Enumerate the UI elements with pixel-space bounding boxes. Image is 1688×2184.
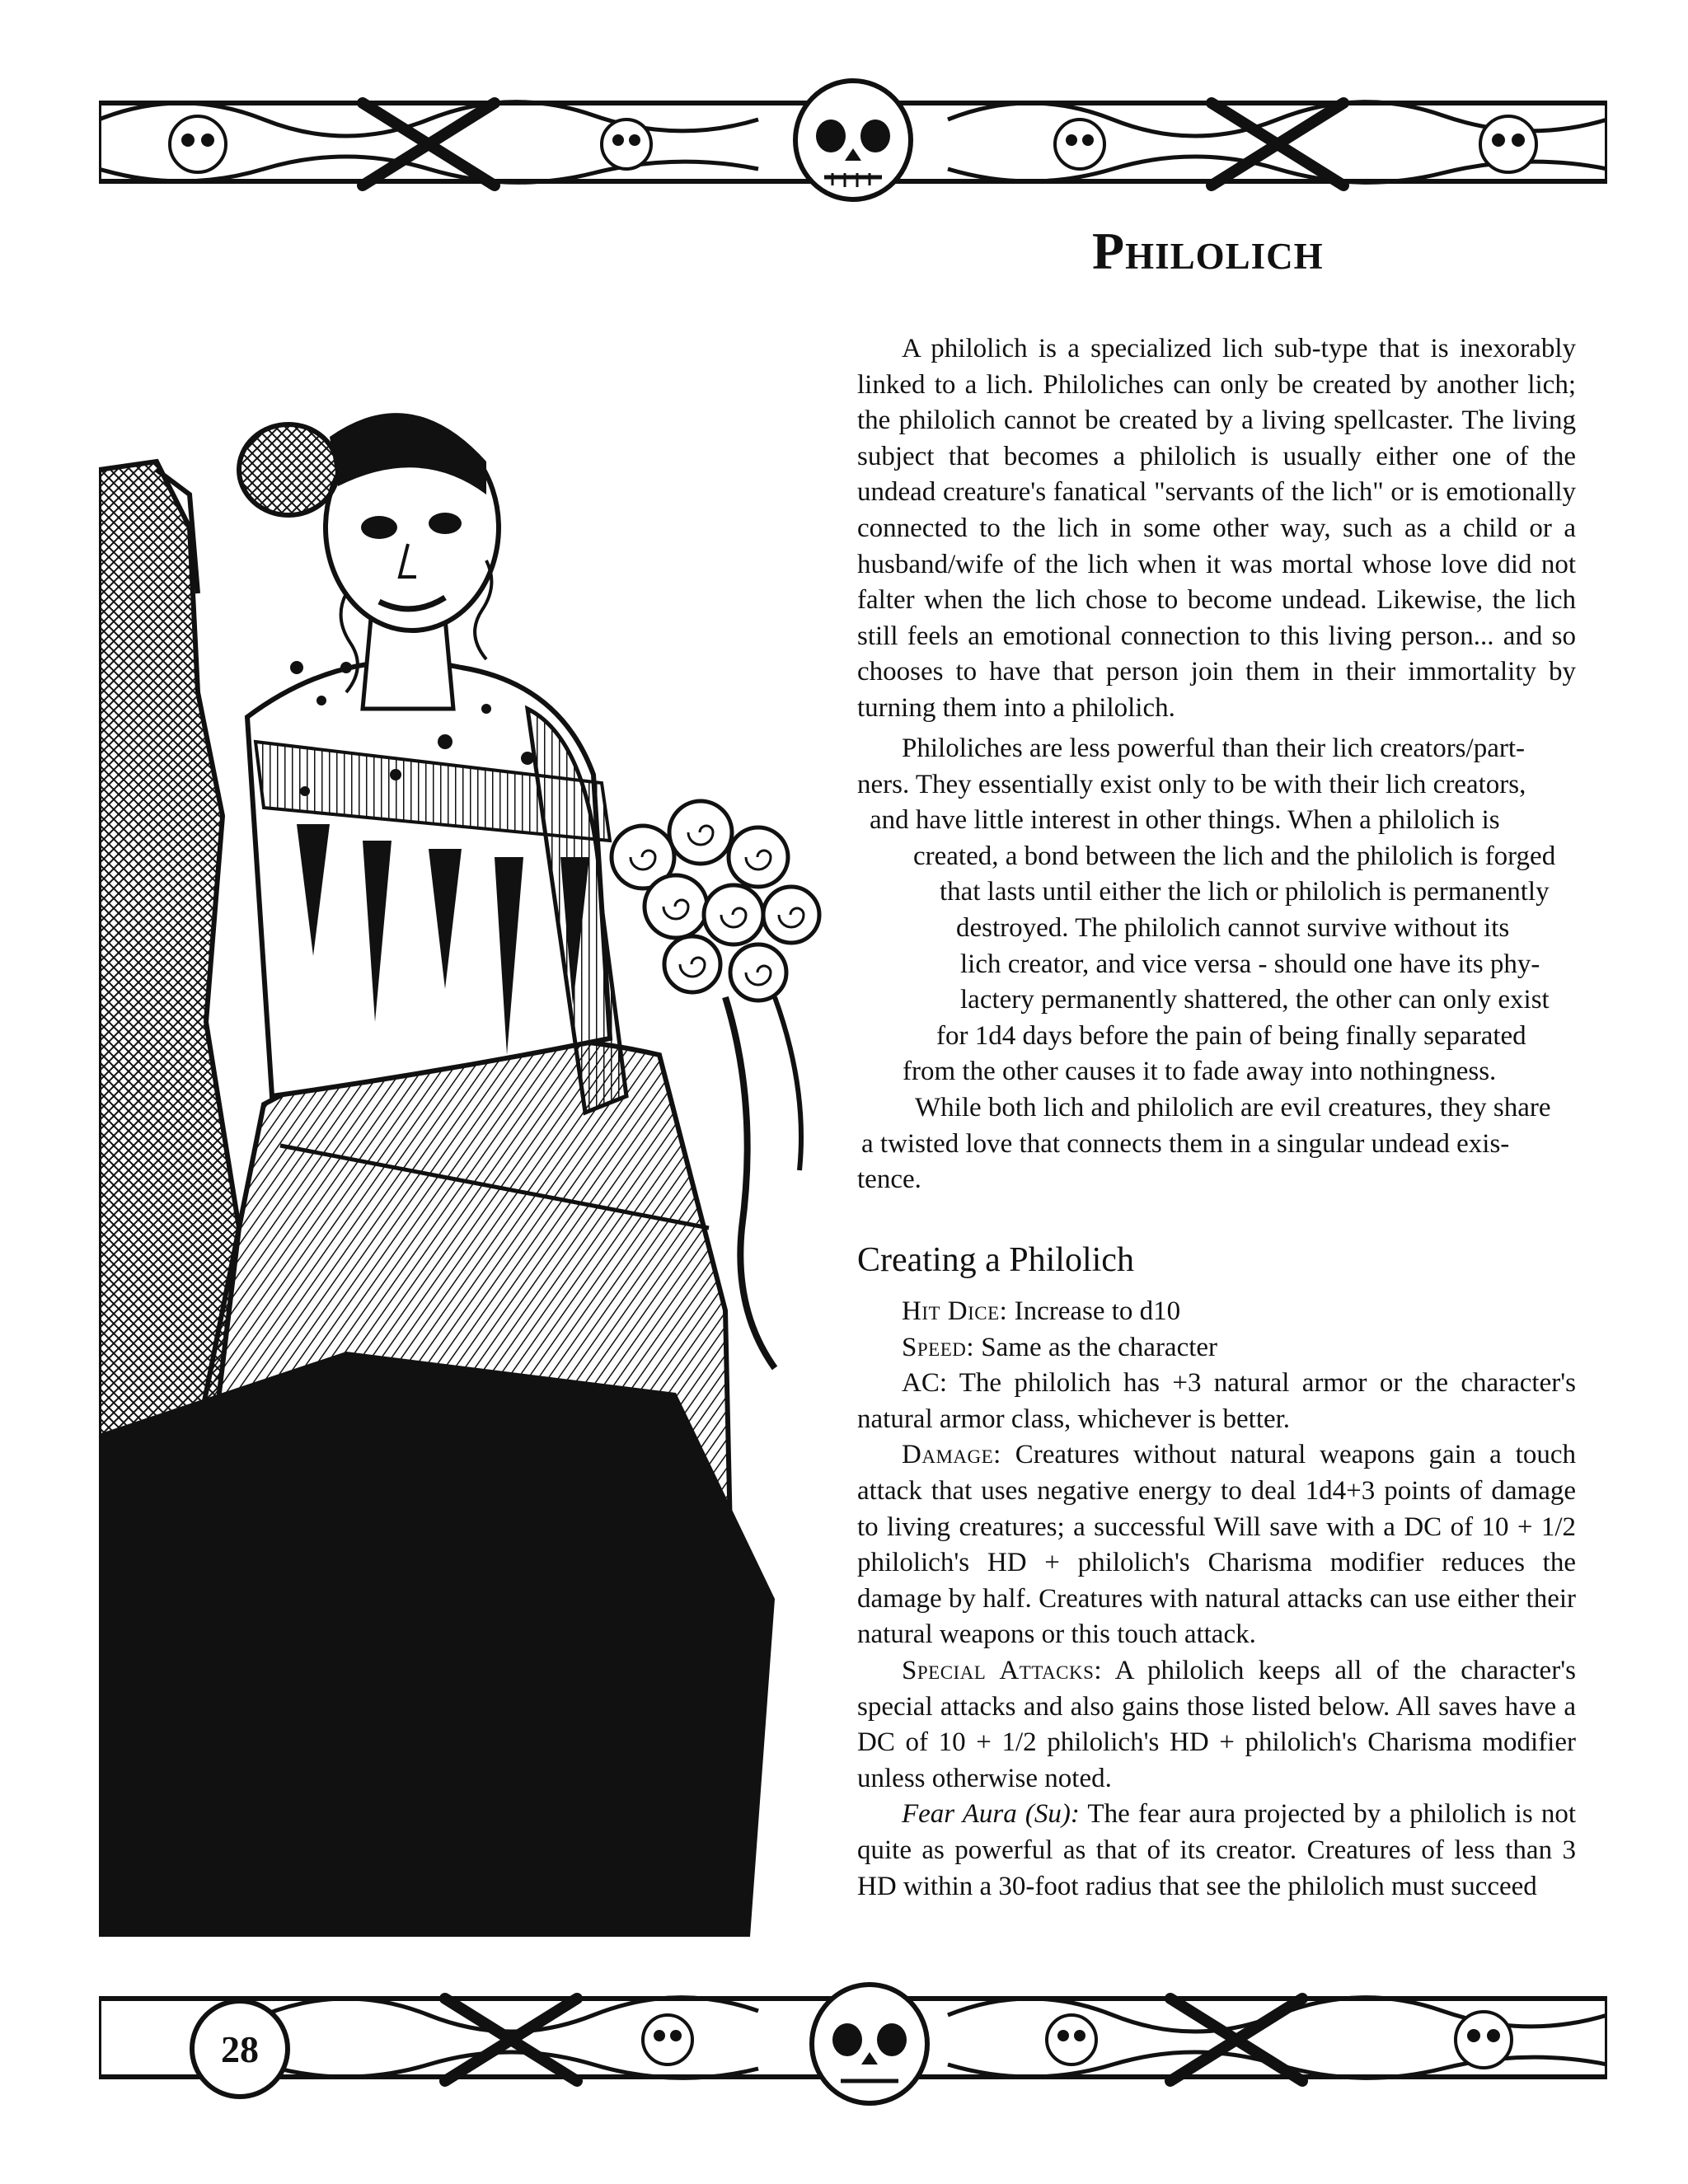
intro-paragraph-2	[857, 731, 1576, 1198]
page-title: Philolich	[1092, 222, 1324, 280]
bone-skull-frieze	[99, 1966, 1607, 2110]
speed-rule	[857, 1330, 1576, 1366]
page-number-badge	[190, 1999, 290, 2099]
hit-dice-label: Hit Dice:	[902, 1296, 1008, 1326]
ac-rule	[857, 1366, 1576, 1437]
p2-line: ners. They essentially exist only to be with their lich creators,	[857, 769, 1526, 799]
rose-bouquet-icon	[612, 801, 819, 1001]
p2-line: created, a bond between the lich and the philolich is forged	[913, 841, 1556, 871]
creation-rules	[857, 1294, 1576, 1905]
damage-label: Damage:	[902, 1440, 1001, 1470]
intro-paragraph-1: A philolich is a specialized lich sub-type that is inexorably linked to a lich. Philoliches can only be created by another lich; the philolich cannot be created by a living spellcaster. The living subject that becomes a philolich is usually either one of the undead creature's fanatical "servants of the lich" or is emotionally connected to the lich in some other way, such as a child or a husband/wife of the lich when it was mortal whose love did not falter when the lich chose to become undead. Likewise, the lich still feels an emotional connection to this living person... and so chooses to have that person join them in their immortality by turning them into a philolich.	[857, 334, 1576, 723]
undead-bride-illustration	[99, 280, 911, 1937]
p2-line: Philoliches are less powerful than their lich creators/part-	[902, 733, 1525, 763]
p2-line: a twisted love that connects them in a singular undead exis-	[861, 1128, 1510, 1159]
p2-line: that lasts until either the lich or philolich is permanently	[940, 877, 1550, 907]
p2-line: lich creator, and vice versa - should one have its phy-	[960, 949, 1540, 979]
fear-aura-text: The fear aura projected by a philolich is not quite as powerful as that of its creator. Creatures of less than 3 HD within a 30-foot radius that see the philolich must succeed	[857, 1799, 1576, 1901]
p2-line: While both lich and philolich are evil creatures, they share	[915, 1092, 1551, 1122]
damage-rule	[857, 1437, 1576, 1653]
p2-line: destroyed. The philolich cannot survive without its	[956, 912, 1510, 943]
hit-dice-rule	[857, 1294, 1576, 1330]
page-number: 28	[221, 2027, 259, 2070]
p2-line: lactery permanently shattered, the other can only exist	[960, 985, 1550, 1015]
special-attacks-label: Special Attacks:	[902, 1655, 1103, 1685]
p2-line: tence.	[857, 1165, 921, 1195]
damage-text: Creatures without natural weapons gain a touch attack that uses negative energy to deal 1d4+3 points of damage to living creatures; a successful Will save with a DC of 10 + 1/2 philolich's HD + philolich's Charisma modifier reduces the damage by half. Creatures with natural attacks can use either their natural weapons or this touch attack.	[857, 1440, 1576, 1650]
special-attacks-text: A philolich keeps all of the character's special attacks and also gains those listed below. All saves have a DC of 10 + 1/2 philolich's HD + philolich's Charisma modifier unless otherwise noted.	[857, 1655, 1576, 1793]
top-bone-border	[99, 70, 1607, 214]
special-attacks-rule	[857, 1653, 1576, 1797]
bone-skull-frieze	[99, 70, 1607, 214]
hit-dice-text: Increase to d10	[1014, 1296, 1181, 1326]
fear-aura-label: Fear Aura (Su):	[902, 1799, 1080, 1830]
skull-icon	[795, 81, 911, 199]
p2-line: and have little interest in other things. When a philolich is	[870, 805, 1500, 836]
bride-drawing	[99, 280, 911, 1937]
skull-icon	[812, 1985, 927, 2103]
p2-line: from the other causes it to fade away into nothingness.	[903, 1057, 1497, 1087]
p2-line: for 1d4 days before the pain of being finally separated	[936, 1020, 1526, 1051]
bottom-bone-border	[99, 1966, 1607, 2110]
intro-paragraph-block	[857, 331, 1576, 727]
section-heading: Creating a Philolich	[857, 1241, 1134, 1279]
speed-label: Speed:	[902, 1332, 975, 1362]
ac-text: The philolich has +3 natural armor or the character's natural armor class, whichever is better.	[857, 1368, 1576, 1434]
fear-aura-rule	[857, 1797, 1576, 1905]
speed-text: Same as the character	[981, 1332, 1218, 1362]
ac-label: AC:	[902, 1368, 948, 1399]
